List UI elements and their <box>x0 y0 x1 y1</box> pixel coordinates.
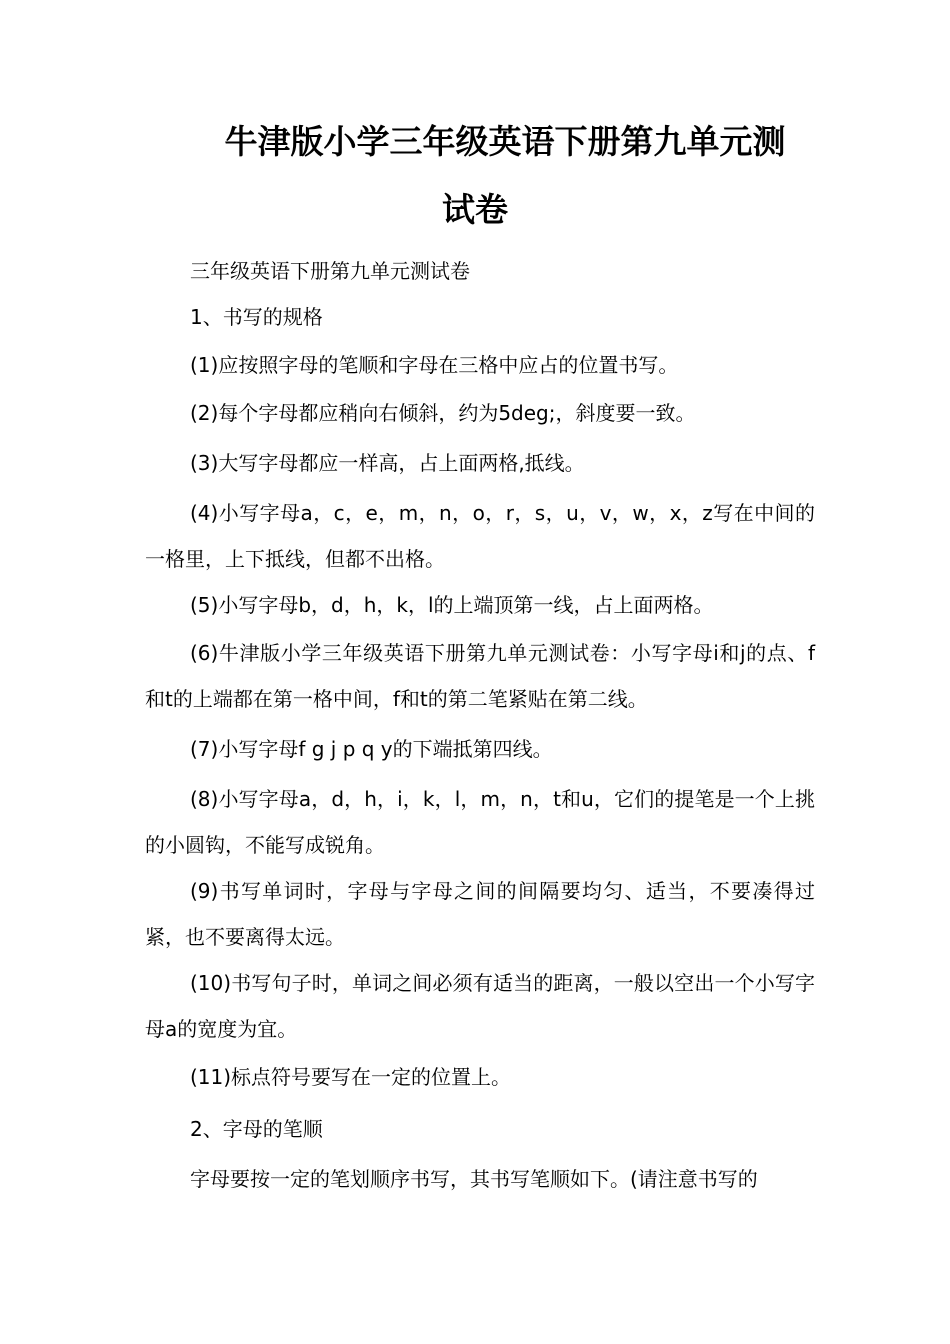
section-1-heading: 1、书写的规格 <box>190 305 323 329</box>
rule-8: (8)小写字母a，d，h，i，k，l，m，n，t和u，它们的提笔是一个上挑的小圆钩，不能写成锐角。 <box>145 787 815 857</box>
rule-9: (9)书写单词时，字母与字母之间的间隔要均匀、适当，不要凑得过紧，也不要离得太远。 <box>145 879 815 949</box>
rule-11: (11)标点符号要写在一定的位置上。 <box>190 1065 512 1089</box>
document-title-line-2: 试卷 <box>442 190 508 229</box>
section-2-text: 字母要按一定的笔划顺序书写，其书写笔顺如下。(请注意书写的 <box>190 1167 758 1191</box>
rule-4: (4)小写字母a，c，e，m，n，o，r，s，u，v，w，x，z写在中间的一格里，上下抵线，但都不出格。 <box>145 501 815 571</box>
rule-1: (1)应按照字母的笔顺和字母在三格中应占的位置书写。 <box>190 353 679 377</box>
rule-5: (5)小写字母b，d，h，k，l的上端顶第一线，占上面两格。 <box>190 593 714 617</box>
section-2-heading: 2、字母的笔顺 <box>190 1117 323 1141</box>
rule-10: (10)书写句子时，单词之间必须有适当的距离，一般以空出一个小写字母a的宽度为宜。 <box>145 971 815 1041</box>
rule-2: (2)每个字母都应稍向右倾斜，约为5deg;，斜度要一致。 <box>190 401 696 425</box>
rule-6: (6)牛津版小学三年级英语下册第九单元测试卷：小写字母i和j的点、f和t的上端都在第一格中间，f和t的第二笔紧贴在第二线。 <box>145 641 815 711</box>
document-title-line-1: 牛津版小学三年级英语下册第九单元测 <box>224 122 786 161</box>
subtitle: 三年级英语下册第九单元测试卷 <box>190 259 470 283</box>
rule-3: (3)大写字母都应一样高，占上面两格,抵线。 <box>190 451 585 475</box>
rule-7: (7)小写字母f g j p q y的下端抵第四线。 <box>190 737 553 761</box>
